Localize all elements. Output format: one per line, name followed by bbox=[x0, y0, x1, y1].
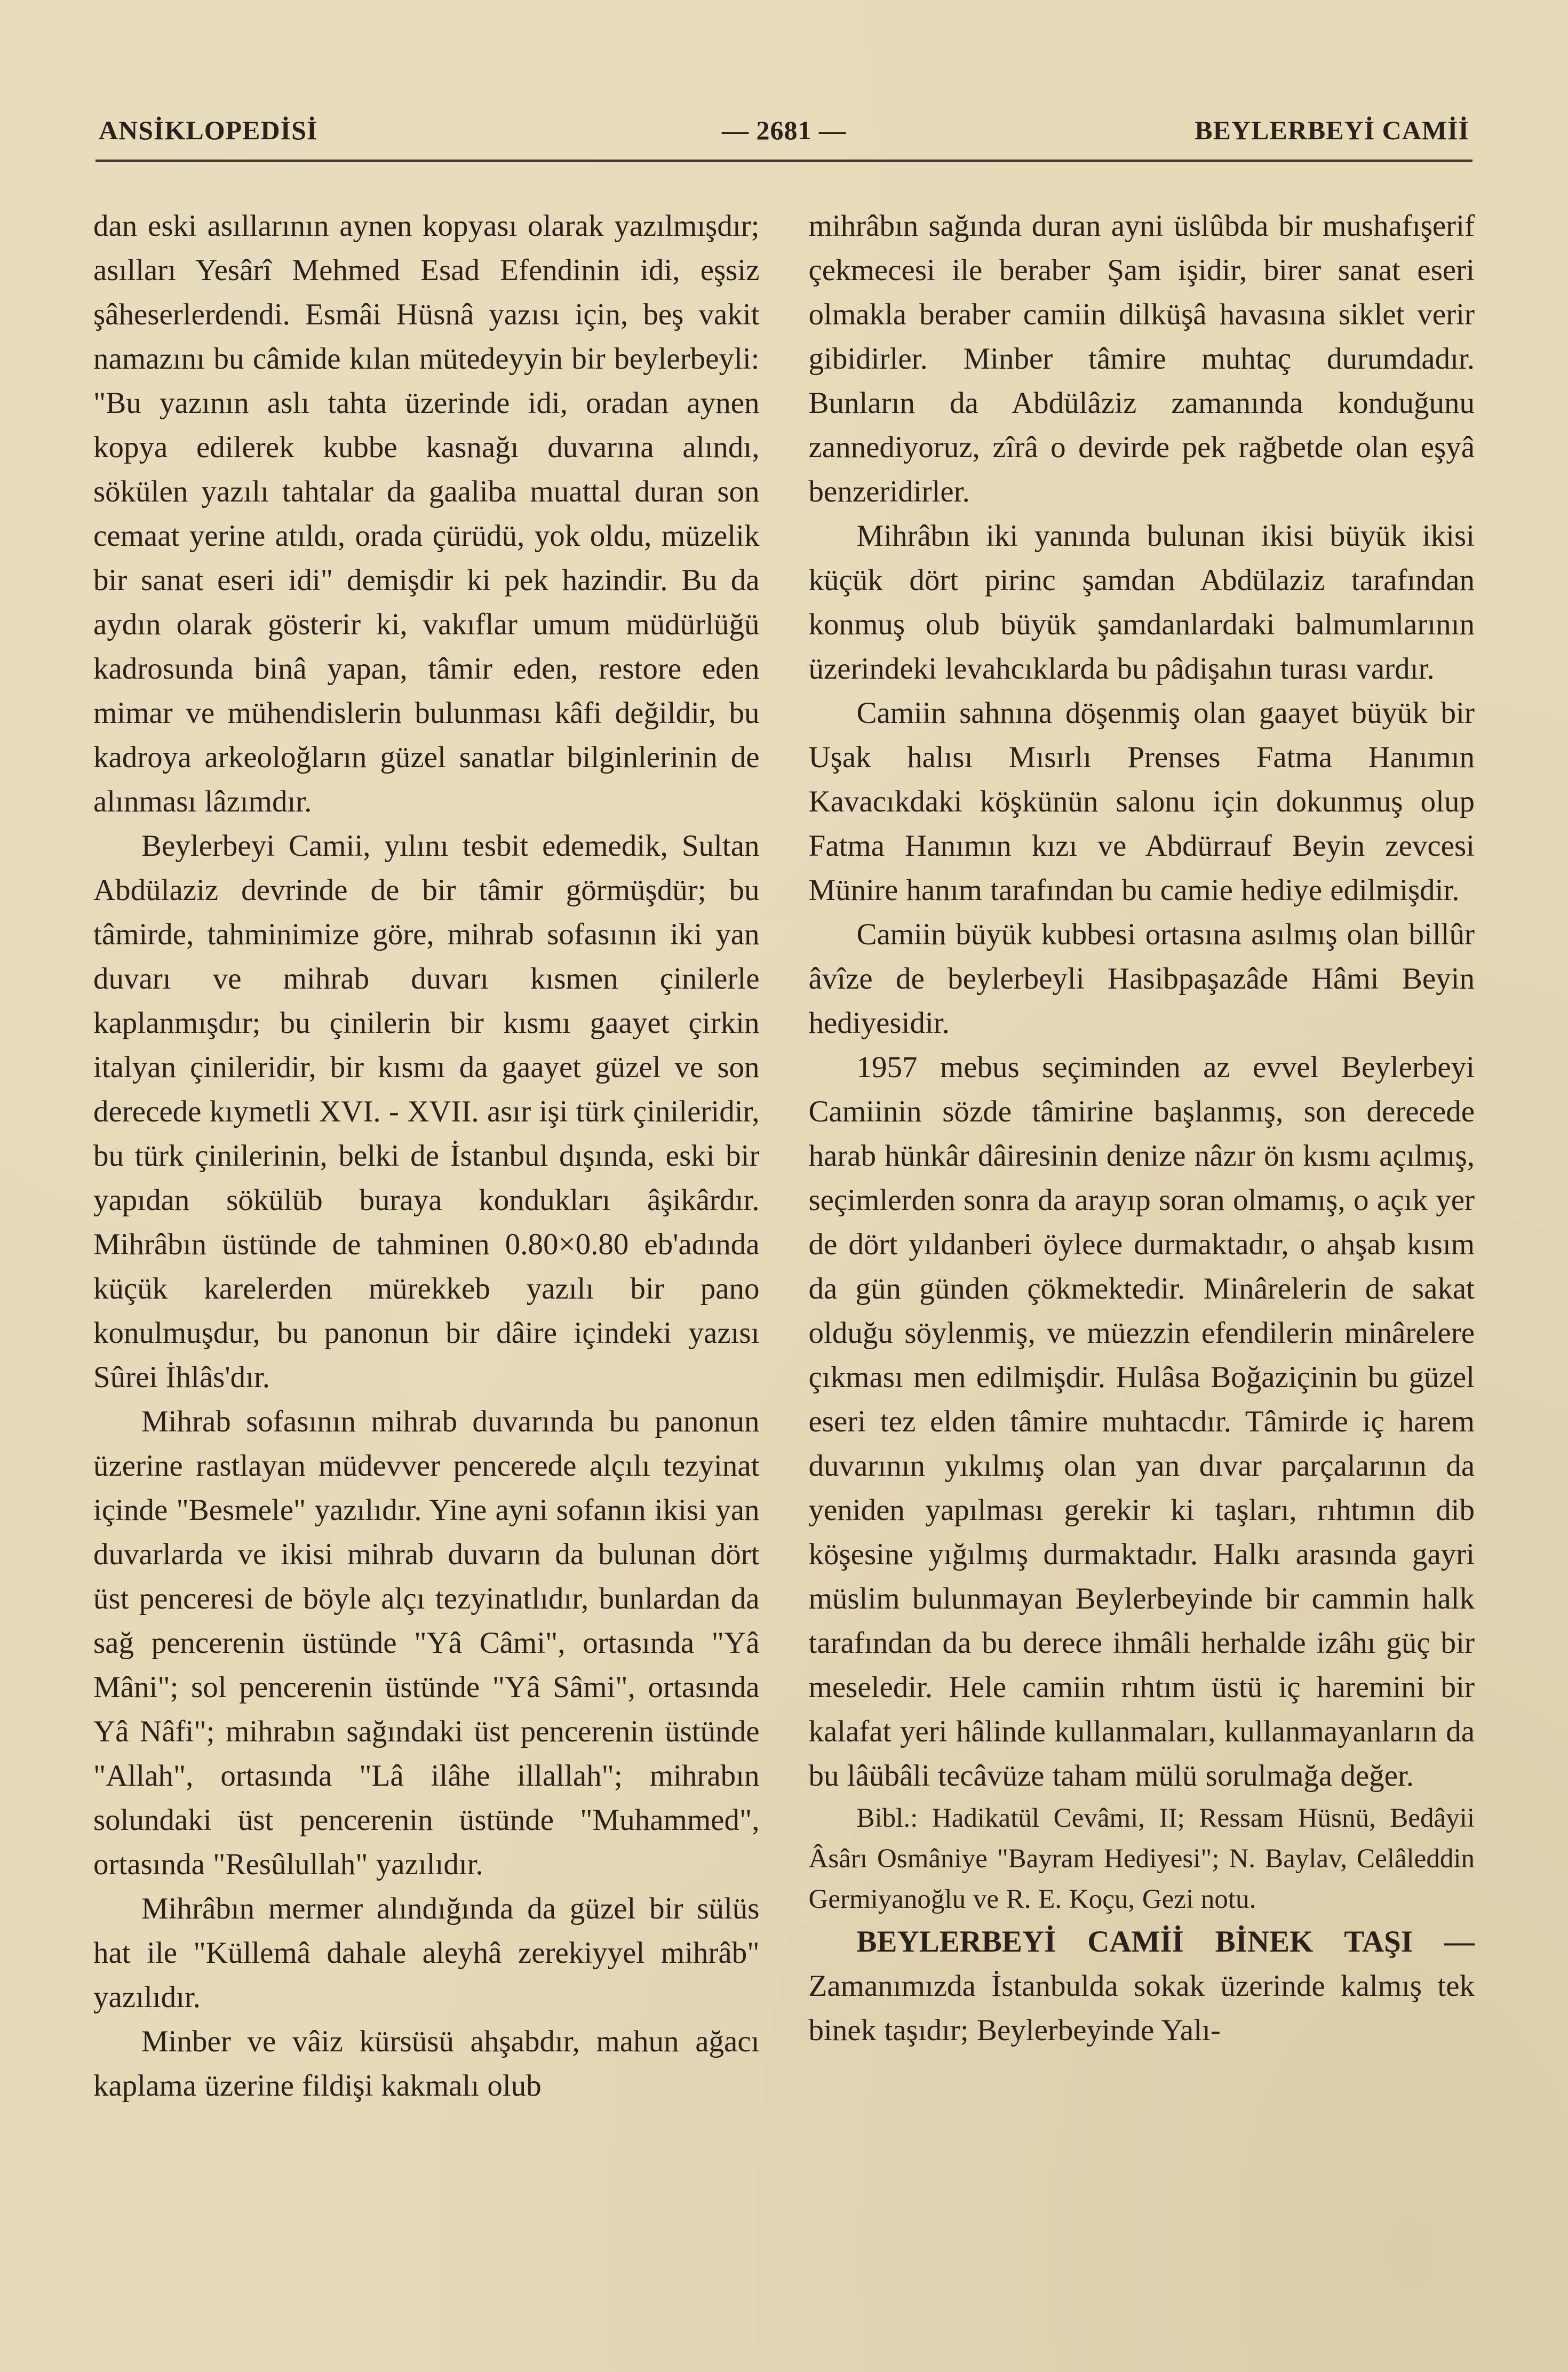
paragraph: dan eski asıllarının aynen kopyası olarak yazılmışdır; asılları Yesârî Mehmed Esad Efendinin idi, eşsiz şâheserlerdendi. Esmâi Hüsnâ yazısı için, beş vakit namazını bu câmide kılan mütedeyyin bir beylerbeyli: "Bu yazının aslı tahta üzerinde idi, oradan aynen kopya edilerek kubbe kasnağı duvarına alındı, sökülen yazılı tahtalar da gaaliba muattal duran son cemaat yerine atıldı, orada çürüdü, yok oldu, müzelik bir sanat eseri idi" demişdir ki pek hazindir. Bu da aydın olarak gösterir ki, vakıflar umum müdürlüğü kadrosunda binâ yapan, tâmir eden, restore eden mimar ve mühendislerin bulunması kâfi değildir, bu kadroya arkeoloğların güzel sanatlar bilginlerinin de alınması lâzımdır. bbox=[93, 209, 760, 818]
paragraph: Minber ve vâiz kürsüsü ahşabdır, mahun ağacı kaplama üzerine fildişi kakmalı olub bbox=[93, 2025, 760, 2103]
header-divider bbox=[95, 160, 1473, 162]
paragraph: Mihrâbın iki yanında bulunan ikisi büyük ikisi küçük dört pirinc şamdan Abdülaziz tarafından konmuş olub büyük şamdanlardaki balmumlarının üzerindeki levahcıklarda bu pâdişahın turası vardır. bbox=[808, 519, 1475, 686]
next-entry-paragraph bbox=[809, 1920, 1475, 2052]
paragraph: Camiin büyük kubbesi ortasına asılmış olan billûr âvîze de beylerbeyli Hasibpaşazâde Hâmi Beyin hediyesidir. bbox=[808, 918, 1475, 1040]
page-number: — 2681 — bbox=[721, 115, 846, 145]
right-column bbox=[809, 204, 1475, 2108]
header-work-title: ANSİKLOPEDİSİ bbox=[99, 115, 318, 145]
left-column bbox=[93, 204, 760, 2108]
paragraph: Mihrâbın mermer alındığında da güzel bir sülüs hat ile "Küllemâ dahale aleyhâ zerekiyyel mihrâb" yazılıdır. bbox=[93, 1892, 760, 2014]
paragraph: Beylerbeyi Camii, yılını tesbit edemedik, Sultan Abdülaziz devrinde de bir tâmir görmüşdür; bu tâmirde, tahminimize göre, mihrab sofasının iki yan duvarı ve mihrab duvarı kısmen çinilerle kaplanmışdır; bu çinilerin bir kısmı gaayet çirkin italyan çinileridir, bir kısmı da gaayet güzel ve son derecede kıymetli XVI. - XVII. asır işi türk çinileridir, bu türk çinilerinin, belki de İstanbul dışında, eski bir yapıdan sökülüb buraya kondukları âşikârdır. Mihrâbın üstünde de tahminen 0.80×0.80 eb'adında küçük karelerden mürekkeb yazılı bir pano konulmuşdur, bu panonun bir dâire içindeki yazısı Sûrei İhlâs'dır. bbox=[93, 829, 760, 1394]
paragraph: mihrâbın sağında duran ayni üslûbda bir mushafışerif çekmecesi ile beraber Şam işidir, birer sanat eseri olmakla beraber camiin dilküşâ havasına siklet verir gibidirler. Minber tâmire muhtaç durumdadır. Bunların da Abdülâziz zamanında konduğunu zannediyoruz, zîrâ o devirde pek rağbetde olan eşyâ benzeridirler. bbox=[808, 209, 1475, 508]
article-body bbox=[93, 204, 1475, 2108]
paragraph: Mihrab sofasının mihrab duvarında bu panonun üzerine rastlayan müdevver pencerede alçılı tezyinat içinde "Besmele" yazılıdır. Yine ayni sofanın ikisi yan duvarlarda ve ikisi mihrab duvarın da bulunan dört üst penceresi de böyle alçı tezyinatlıdır, bunlardan da sağ pencerenin üstünde "Yâ Câmi", ortasında "Yâ Mâni"; sol pencerenin üstünde "Yâ Sâmi", ortasında Yâ Nâfi"; mihrabın sağındaki üst pencerenin üstünde "Allah", ortasında "Lâ ilâhe illallah"; mihrabın solundaki üst pencerenin üstünde "Muhammed", ortasında "Resûlullah" yazılıdır. bbox=[93, 1405, 760, 1881]
page-header bbox=[93, 115, 1475, 146]
next-entry-text: Zamanımızda İstanbulda sokak üzerinde kalmış tek binek taşıdır; Beylerbeyinde Yalı- bbox=[808, 1969, 1475, 2047]
header-entry-title: BEYLERBEYİ CAMİİ bbox=[1195, 115, 1469, 145]
paragraph: 1957 mebus seçiminden az evvel Beylerbeyi Camiinin sözde tâmirine başlanmış, son derecede harab hünkâr dâiresinin denize nâzır ön kısmı açılmış, seçimlerden sonra da arayıp soran olmamış, o açık yer de dört yıldanberi öylece durmaktadır, o ahşab kısım da gün günden çökmektedir. Minârelerin de sakat olduğu söylenmiş, ve müezzin efendilerin minârelere çıkması men edilmişdir. Hulâsa Boğaziçinin bu güzel eseri tez elden tâmire muhtacdır. Tâmirde iç harem duvarının yıkılmış olan yan dıvar parçalarının da yeniden yapılması gerekir ki taşları, rıhtımın dib köşesine yığılmış durmaktadır. Halkı arasında gayri müslim bulunmayan Beylerbeyinde bir cammin halk tarafından da bu derece ihmâli herhalde izâhı güç bir meseledir. Hele camiin rıhtım üstü iç haremini bir kalafat yeri hâlinde kullanmaları, kullanmayanların da bu lâübâli tecâvüze taham mülü sorulmağa değer. bbox=[808, 1050, 1475, 1793]
bibliography-paragraph: Bibl.: Hadikatül Cevâmi, II; Ressam Hüsnü, Bedâyii Âsârı Osmâniye "Bayram Hediyesi"; N. Baylav, Celâleddin Germiyanoğlu ve R. E. Koçu, Gezi notu. bbox=[808, 1803, 1475, 1914]
paragraph: Camiin sahnına döşenmiş olan gaayet büyük bir Uşak halısı Mısırlı Prenses Fatma Hanımın Kavacıkdaki köşkünün salonu için dokunmuş olup Fatma Hanımın kızı ve Abdürrauf Beyin zevcesi Münire hanım tarafından bu camie hediye edilmişdir. bbox=[808, 696, 1475, 907]
next-entry-title: BEYLERBEYİ CAMİİ BİNEK TAŞI — bbox=[856, 1925, 1475, 1959]
